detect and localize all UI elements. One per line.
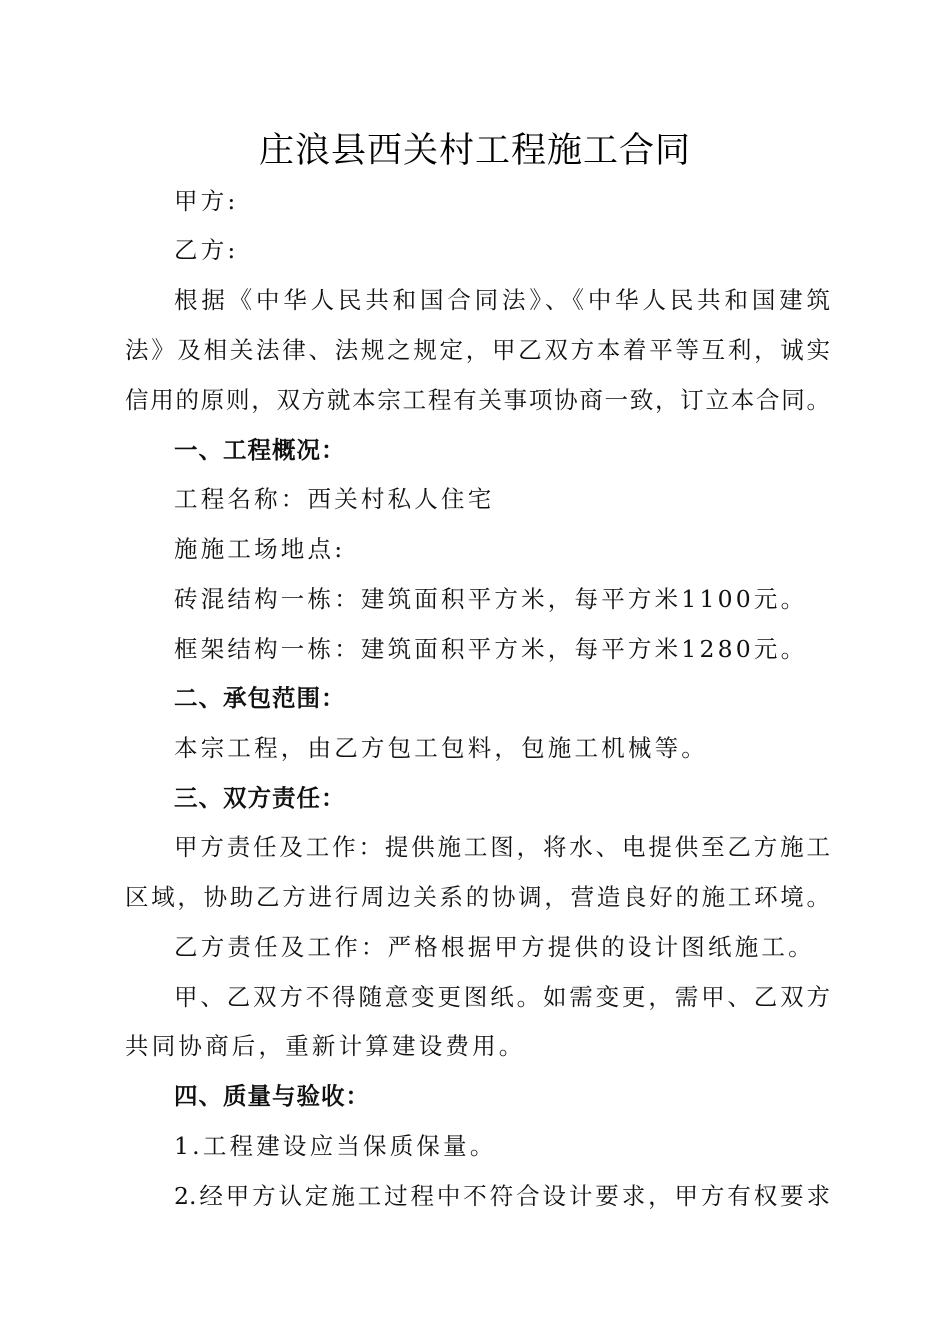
- section-heading-3: 三、双方责任：: [174, 784, 346, 812]
- section-heading-2: 二、承包范围：: [174, 684, 346, 712]
- preamble-line-1: 根据《中华人民共和国合同法》、《中华人民共和国建筑: [174, 286, 830, 314]
- change-clause-line-1: 甲、乙双方不得随意变更图纸。如需变更，需甲、乙双方: [174, 983, 830, 1011]
- party-b-duty-line: 乙方责任及工作：严格根据甲方提供的设计图纸施工。: [174, 933, 815, 961]
- party-a-duty-line-1: 甲方责任及工作：提供施工图，将水、电提供至乙方施工: [174, 833, 830, 861]
- project-site-line: 施施工场地点:: [174, 535, 346, 563]
- quality-item-1: 1.工程建设应当保质保量。: [174, 1132, 497, 1160]
- change-clause-line-2: 共同协商后，重新计算建设费用。: [125, 1032, 526, 1060]
- document-title: 庄浪县西关村工程施工合同: [258, 131, 691, 171]
- scope-line: 本宗工程，由乙方包工包料，包施工机械等。: [174, 734, 708, 762]
- project-name-line: 工程名称：西关村私人住宅: [174, 485, 495, 513]
- party-a-line: 甲方:: [174, 187, 239, 215]
- section-heading-1: 一、工程概况：: [174, 436, 346, 464]
- section-heading-4: 四、质量与验收：: [174, 1082, 370, 1110]
- brick-structure-line: 砖混结构一栋：建筑面积平方米，每平方米1100元。: [174, 585, 808, 613]
- preamble-line-2: 法》及相关法律、法规之规定，甲乙双方本着平等互利，诚实: [125, 336, 830, 364]
- frame-structure-line: 框架结构一栋：建筑面积平方米，每平方米1280元。: [174, 635, 808, 663]
- preamble-line-3: 信用的原则，双方就本宗工程有关事项协商一致，订立本合同。: [125, 386, 830, 414]
- party-a-duty-line-2: 区域，协助乙方进行周边关系的协调，营造良好的施工环境。: [125, 883, 830, 911]
- quality-item-2: 2.经甲方认定施工过程中不符合设计要求，甲方有权要求: [174, 1182, 830, 1210]
- party-b-line: 乙方:: [174, 236, 239, 264]
